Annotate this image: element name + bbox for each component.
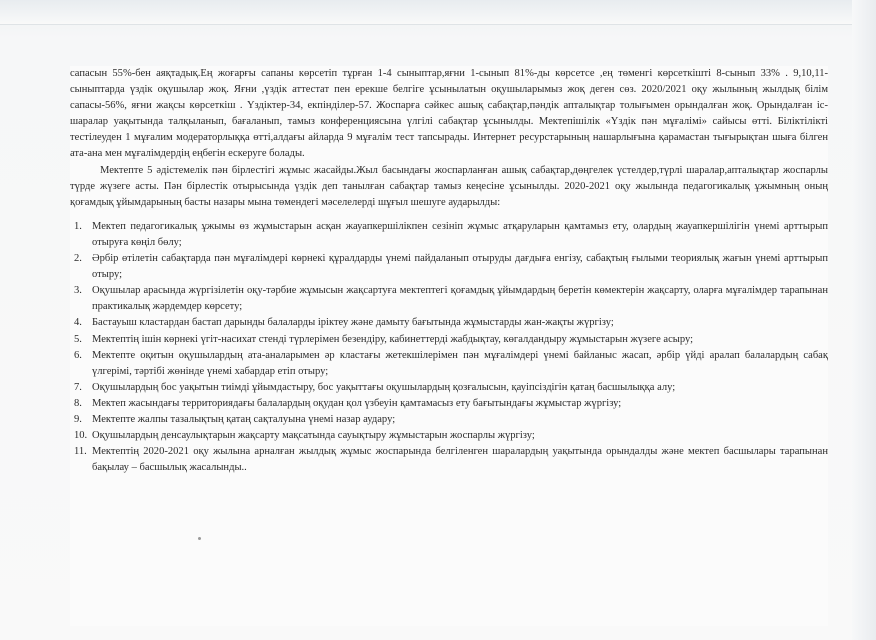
list-item: 6. Мектепте оқитын оқушылардың ата-аналарымен әр кластағы жетекшілерімен пән мұғалімдері үнемі байланыс жасап, әрбір үйді аралап балалардың сабақ үлгерімі, тәртібі жөнінде үнемі хабардар етіп отыру;	[74, 349, 828, 377]
list-item: 3. Оқушылар арасында жүргізілетін оқу-тәрбие жұмысын жақсартуға мектептегі қоғамдық ұйымдардың беретін көмектерін жақсарту, оларға мұғалімдер тарапынан практикалық жәрдемдер көрсету;	[74, 285, 828, 313]
tasks-list	[70, 219, 828, 477]
list-item: 7. Оқушылардың бос уақытын тиімді ұйымдастыру, бос уақыттағы оқушылардың қозғалысын, қауіпсіздігін қатаң басшылыққа алу;	[74, 381, 676, 393]
list-item: 9. Мектепте жалпы тазалықтың қатаң сақталуына үнемі назар аудару;	[74, 413, 396, 425]
list-item: 1. Мектеп педагогикалық ұжымы өз жұмыстарын асқан жауапкершілікпен сезініп жұмыс атқаруларын қамтамыз ету, олардың жауапкершілігін үнемі арттырып отыруға көңіл бөлу;	[74, 220, 828, 248]
scan-dust-speck	[198, 537, 201, 540]
paragraph-methodical-associations: Мектепте 5 әдістемелік пән бірлестігі жұмыс жасайды.Жыл басындағы жоспарланған ашық сабақтар,дөңгелек үстелдер,түрлі шаралар,апталықтар жоспарлы түрде жүзеге асты. Пән бірлестік отырысында үздік деп танылған сабақтар тамыз кеңесіне ұсынылды. 2020-2021 оқу жылында педагогикалық ұжымның оның қоғамдық ұйымдарының басты назары мына төмендегі мәселелерді шұғыл шешуге аударылды:	[70, 164, 828, 208]
plastic-sleeve-right-edge	[852, 0, 876, 640]
list-item: 4. Бастауыш кластардан бастап дарынды балаларды іріктеу және дамыту бағытында жұмыстарды жан-жақты жүргізу;	[74, 317, 614, 329]
document-page	[70, 66, 828, 626]
list-item: 10. Оқушылардың денсаулықтарын жақсарту мақсатында сауықтыру жұмыстарын жоспарлы жүргізу;	[74, 430, 535, 442]
list-item: 2. Әрбір өтілетін сабақтарда пән мұғалімдері көрнекі құралдарды үнемі пайдаланып отыруды дағдыға енгізу, сабақтың ғылыми теориялық жағын үнемі арттырып отыру;	[74, 253, 828, 281]
list-item: 8. Мектеп жасындағы территориядағы балалардың оқудан қол үзбеуін қамтамасыз ету бағытындағы жұмыстар жүргізу;	[74, 397, 622, 409]
list-item: 11. Мектептің 2020-2021 оқу жылына арналған жылдық жұмыс жоспарында белгіленген шаралардың уақытында орындалды және мектеп басшылары тарапынан бақылау – басшылық жасалынды..	[74, 446, 828, 474]
plastic-sleeve-top-edge	[0, 0, 876, 25]
paragraph-results: сапасын 55%-бен аяқтадық.Ең жоғарғы сапаны көрсетіп тұрған 1-4 сыныптар,яғни 1-сынып 81%-ды көрсетсе ,ең төменгі көрсеткішті 8-сынып 33% . 9,10,11-сыныптарда үздік оқушылар жоқ. Яғни ,үздік аттестат пен ерекше белгіге ұсынылатын оқушыларымыз жоқ деген сөз. 2020/2021 оқу жылының жылдық білім сапасы-56%, яғни жақсы көрсеткіш . Үздіктер-34, екпінділер-57. Жоспарға сәйкес ашық сабақтар,пәндік апталықтар толығымен орындалған жоқ. Орындалған іс-шаралар уақытында талқыланып, бағаланып, тамыз конференциясына үлгілі сабақтар ұсынылды. Мектепішілік «Үздік пән мұғалімі» сайысы өтті. Біліктілікті тестілеуден 1 мұғалим модераторлыққа өтті,алдағы айларда 9 мұғалім тест тапсырады. Интернет ресурстарының нашарлығына қарамастан тығырықтан шыға білген ата-ана мен мұғалімдердің еңбегін ескеруге болады.	[70, 68, 828, 160]
list-item: 5. Мектептің ішін көрнекі үгіт-насихат стенді түрлерімен безендіру, кабинеттерді жабдықтау, көгалдандыру жұмыстарын жүзеге асыру;	[74, 333, 694, 345]
